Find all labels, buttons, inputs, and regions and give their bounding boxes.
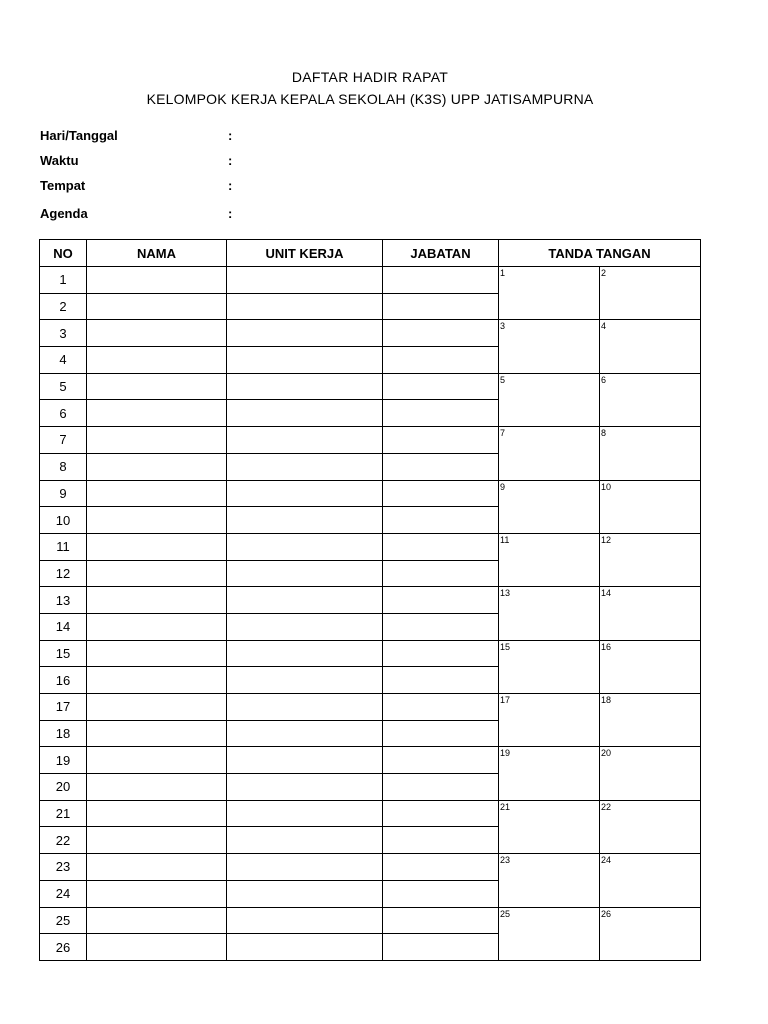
signature-number: 5 — [500, 374, 506, 385]
jabatan-cell[interactable] — [383, 747, 499, 774]
signature-number: 21 — [500, 801, 511, 812]
signature-cell-right[interactable] — [600, 267, 701, 320]
header-nama: NAMA — [87, 240, 227, 267]
unit-kerja-cell[interactable] — [227, 347, 383, 374]
header-jabatan: JABATAN — [383, 240, 499, 267]
table-header-row — [40, 240, 701, 267]
table-row — [40, 640, 701, 667]
unit-kerja-cell[interactable] — [227, 720, 383, 747]
nama-cell[interactable] — [87, 427, 227, 454]
field-colon: : — [228, 153, 233, 168]
signature-number: 4 — [601, 321, 607, 332]
row-number: 15 — [40, 640, 87, 667]
signature-cell-right[interactable] — [600, 533, 701, 586]
nama-cell[interactable] — [87, 533, 227, 560]
signature-cell-left[interactable] — [499, 267, 600, 320]
row-number: 14 — [40, 613, 87, 640]
jabatan-cell[interactable] — [383, 453, 499, 480]
nama-cell[interactable] — [87, 800, 227, 827]
signature-number: 26 — [601, 908, 612, 919]
table-row — [40, 907, 701, 934]
nama-cell[interactable] — [87, 293, 227, 320]
jabatan-cell[interactable] — [383, 640, 499, 667]
jabatan-cell[interactable] — [383, 694, 499, 721]
jabatan-cell[interactable] — [383, 400, 499, 427]
signature-cell-left[interactable] — [499, 907, 600, 960]
signature-cell-left[interactable] — [499, 747, 600, 800]
unit-kerja-cell[interactable] — [227, 533, 383, 560]
jabatan-cell[interactable] — [383, 293, 499, 320]
jabatan-cell[interactable] — [383, 907, 499, 934]
field-colon: : — [228, 128, 233, 143]
row-number: 13 — [40, 587, 87, 614]
jabatan-cell[interactable] — [383, 427, 499, 454]
table-row — [40, 587, 701, 614]
signature-cell-right[interactable] — [600, 427, 701, 480]
signature-cell-left[interactable] — [499, 320, 600, 373]
signature-cell-right[interactable] — [600, 640, 701, 693]
field-label-hari-tanggal: Hari/Tanggal — [40, 128, 118, 143]
unit-kerja-cell[interactable] — [227, 293, 383, 320]
unit-kerja-cell[interactable] — [227, 774, 383, 801]
nama-cell[interactable] — [87, 480, 227, 507]
signature-cell-right[interactable] — [600, 694, 701, 747]
row-number: 12 — [40, 560, 87, 587]
nama-cell[interactable] — [87, 854, 227, 881]
row-number: 23 — [40, 854, 87, 881]
nama-cell[interactable] — [87, 880, 227, 907]
nama-cell[interactable] — [87, 320, 227, 347]
signature-cell-left[interactable] — [499, 587, 600, 640]
signature-number: 12 — [601, 534, 612, 545]
unit-kerja-cell[interactable] — [227, 640, 383, 667]
field-label-tempat: Tempat — [40, 178, 86, 193]
nama-cell[interactable] — [87, 560, 227, 587]
row-number: 5 — [40, 373, 87, 400]
nama-cell[interactable] — [87, 934, 227, 961]
nama-cell[interactable] — [87, 720, 227, 747]
jabatan-cell[interactable] — [383, 774, 499, 801]
unit-kerja-cell[interactable] — [227, 934, 383, 961]
signature-cell-left[interactable] — [499, 694, 600, 747]
signature-cell-right[interactable] — [600, 800, 701, 853]
jabatan-cell[interactable] — [383, 720, 499, 747]
row-number: 17 — [40, 694, 87, 721]
nama-cell[interactable] — [87, 694, 227, 721]
row-number: 10 — [40, 507, 87, 534]
signature-number: 17 — [500, 695, 511, 705]
row-number: 4 — [40, 347, 87, 374]
unit-kerja-cell[interactable] — [227, 587, 383, 614]
row-number: 18 — [40, 720, 87, 747]
row-number: 8 — [40, 453, 87, 480]
unit-kerja-cell[interactable] — [227, 507, 383, 534]
field-label-agenda: Agenda — [40, 206, 88, 221]
jabatan-cell[interactable] — [383, 320, 499, 347]
signature-number: 24 — [601, 855, 612, 866]
jabatan-cell[interactable] — [383, 587, 499, 614]
signature-number: 18 — [601, 695, 612, 705]
signature-number: 16 — [601, 641, 612, 652]
unit-kerja-cell[interactable] — [227, 827, 383, 854]
page-title: DAFTAR HADIR RAPAT — [291, 69, 449, 85]
jabatan-cell[interactable] — [383, 347, 499, 374]
jabatan-cell[interactable] — [383, 880, 499, 907]
signature-number: 14 — [601, 588, 612, 599]
signature-cell-left[interactable] — [499, 800, 600, 853]
signature-number: 10 — [601, 481, 612, 492]
row-number: 2 — [40, 293, 87, 320]
signature-cell-right[interactable] — [600, 854, 701, 907]
signature-cell-left[interactable] — [499, 427, 600, 480]
unit-kerja-cell[interactable] — [227, 800, 383, 827]
jabatan-cell[interactable] — [383, 480, 499, 507]
table-row — [40, 480, 701, 507]
unit-kerja-cell[interactable] — [227, 267, 383, 294]
nama-cell[interactable] — [87, 400, 227, 427]
jabatan-cell[interactable] — [383, 533, 499, 560]
header-unit-kerja: UNIT KERJA — [227, 240, 383, 267]
signature-cell-right[interactable] — [600, 320, 701, 373]
jabatan-cell[interactable] — [383, 507, 499, 534]
jabatan-cell[interactable] — [383, 854, 499, 881]
row-number: 3 — [40, 320, 87, 347]
row-number: 25 — [40, 907, 87, 934]
row-number: 21 — [40, 800, 87, 827]
nama-cell[interactable] — [87, 747, 227, 774]
row-number: 20 — [40, 774, 87, 801]
nama-cell[interactable] — [87, 667, 227, 694]
signature-number: 15 — [500, 641, 511, 652]
signature-number: 20 — [601, 748, 612, 759]
unit-kerja-cell[interactable] — [227, 854, 383, 881]
row-number: 26 — [40, 934, 87, 961]
table-row — [40, 800, 701, 827]
signature-cell-right[interactable] — [600, 747, 701, 800]
jabatan-cell[interactable] — [383, 613, 499, 640]
nama-cell[interactable] — [87, 373, 227, 400]
field-colon: : — [228, 178, 233, 193]
signature-number: 25 — [500, 908, 511, 919]
signature-cell-right[interactable] — [600, 907, 701, 960]
page-subtitle: KELOMPOK KERJA KEPALA SEKOLAH (K3S) UPP JATISAMPURNA — [146, 91, 594, 107]
signature-cell-left[interactable] — [499, 640, 600, 693]
row-number: 22 — [40, 827, 87, 854]
jabatan-cell[interactable] — [383, 800, 499, 827]
nama-cell[interactable] — [87, 774, 227, 801]
signature-number: 23 — [500, 855, 511, 866]
header-tanda-tangan: TANDA TANGAN — [499, 240, 701, 267]
signature-cell-left[interactable] — [499, 854, 600, 907]
signature-cell-left[interactable] — [499, 373, 600, 426]
nama-cell[interactable] — [87, 587, 227, 614]
jabatan-cell[interactable] — [383, 667, 499, 694]
jabatan-cell[interactable] — [383, 373, 499, 400]
signature-cell-right[interactable] — [600, 587, 701, 640]
attendance-table — [39, 239, 701, 961]
unit-kerja-cell[interactable] — [227, 427, 383, 454]
unit-kerja-cell[interactable] — [227, 694, 383, 721]
unit-kerja-cell[interactable] — [227, 667, 383, 694]
signature-cell-right[interactable] — [600, 373, 701, 426]
unit-kerja-cell[interactable] — [227, 480, 383, 507]
signature-number: 3 — [500, 321, 506, 332]
signature-number: 9 — [500, 481, 506, 492]
signature-number: 7 — [500, 428, 506, 439]
row-number: 9 — [40, 480, 87, 507]
unit-kerja-cell[interactable] — [227, 320, 383, 347]
row-number: 16 — [40, 667, 87, 694]
signature-cell-left[interactable] — [499, 480, 600, 533]
unit-kerja-cell[interactable] — [227, 880, 383, 907]
nama-cell[interactable] — [87, 453, 227, 480]
unit-kerja-cell[interactable] — [227, 907, 383, 934]
row-number: 7 — [40, 427, 87, 454]
nama-cell[interactable] — [87, 507, 227, 534]
nama-cell[interactable] — [87, 613, 227, 640]
row-number: 24 — [40, 880, 87, 907]
table-row — [40, 854, 701, 881]
signature-cell-left[interactable] — [499, 533, 600, 586]
table-row — [40, 694, 701, 721]
field-colon: : — [228, 206, 233, 221]
signature-number: 1 — [500, 268, 506, 278]
jabatan-cell[interactable] — [383, 560, 499, 587]
signature-number: 19 — [500, 748, 511, 759]
unit-kerja-cell[interactable] — [227, 613, 383, 640]
table-row — [40, 533, 701, 560]
jabatan-cell[interactable] — [383, 267, 499, 294]
table-row — [40, 373, 701, 400]
field-label-waktu: Waktu — [40, 153, 79, 168]
header-no: NO — [40, 240, 87, 267]
table-row — [40, 320, 701, 347]
row-number: 11 — [40, 533, 87, 560]
unit-kerja-cell[interactable] — [227, 373, 383, 400]
unit-kerja-cell[interactable] — [227, 400, 383, 427]
signature-number: 13 — [500, 588, 511, 599]
nama-cell[interactable] — [87, 907, 227, 934]
unit-kerja-cell[interactable] — [227, 560, 383, 587]
nama-cell[interactable] — [87, 827, 227, 854]
nama-cell[interactable] — [87, 347, 227, 374]
table-row — [40, 427, 701, 454]
jabatan-cell[interactable] — [383, 934, 499, 961]
signature-number: 8 — [601, 428, 607, 439]
jabatan-cell[interactable] — [383, 827, 499, 854]
table-row — [40, 747, 701, 774]
signature-number: 6 — [601, 374, 607, 385]
signature-cell-right[interactable] — [600, 480, 701, 533]
row-number: 6 — [40, 400, 87, 427]
row-number: 19 — [40, 747, 87, 774]
nama-cell[interactable] — [87, 267, 227, 294]
nama-cell[interactable] — [87, 640, 227, 667]
table-row — [40, 267, 701, 294]
unit-kerja-cell[interactable] — [227, 453, 383, 480]
signature-number: 2 — [601, 268, 607, 278]
signature-number: 11 — [500, 534, 510, 545]
unit-kerja-cell[interactable] — [227, 747, 383, 774]
row-number: 1 — [40, 267, 87, 294]
signature-number: 22 — [601, 801, 612, 812]
